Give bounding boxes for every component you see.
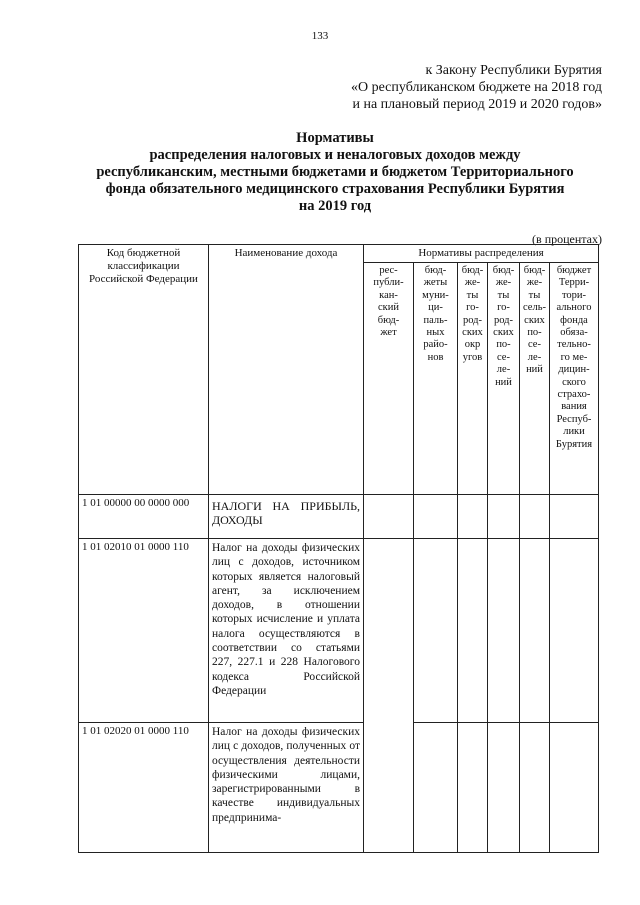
page-number: 133 (311, 30, 329, 42)
subheader-cell (550, 263, 599, 495)
table-row (79, 495, 599, 539)
row-code: 1 01 02010 01 0000 110 (79, 539, 209, 723)
norm-cell (414, 723, 458, 853)
header-name: Наименование дохода (209, 245, 364, 495)
title-line: распределения налоговых и неналоговых доходов между (149, 147, 521, 163)
unit-note: (в процентах) (532, 232, 602, 246)
norms-table (78, 244, 599, 853)
law-reference-line: к Закону Республики Бурятия (425, 63, 602, 78)
norm-cell (414, 495, 458, 539)
norm-cell (520, 539, 550, 723)
header-row (79, 245, 599, 263)
header-code: Код бюджетной классификации Российской Федерации (79, 245, 209, 495)
subheader-rural-settlements: бюд- же- ты сель- ских по- се- ле- ний (523, 265, 546, 376)
title-line: Нормативы (296, 130, 374, 146)
norm-cell (414, 539, 458, 723)
subheader-republican: рес- публи- кан- ский бюд- жет (373, 265, 404, 339)
norm-cell (488, 495, 520, 539)
norm-cell (458, 723, 488, 853)
table-row (79, 723, 599, 853)
subheader-health-insurance-fund: бюджет Терри- тори- ального фонда обяза- тельно- го ме- дицин- ского страхо- вания Респуб- лики Бурятия (555, 265, 593, 450)
law-reference (351, 62, 602, 113)
norm-cell (364, 539, 414, 853)
row-code: 1 01 00000 00 0000 000 (79, 495, 209, 539)
header-norms-group: Нормативы распределения (364, 245, 599, 263)
title-line: республиканским, местными бюджетами и бюджетом Территориального (96, 164, 574, 180)
norm-cell (364, 495, 414, 539)
norm-cell (458, 539, 488, 723)
row-name: Налог на доходы физических лиц с доходов, источником которых является налоговый агент, за исключением доходов, в отношении которых исчисление и уплата налога осуществляются в соответствии со статьями 227, 227.1 и 228 Налогового кодекса Российской Федерации (209, 539, 364, 723)
norm-cell (458, 495, 488, 539)
subheader-cell (364, 263, 414, 495)
norm-cell (488, 539, 520, 723)
subheader-city-districts: бюд- же- ты го- род- ских окр угов (461, 265, 484, 363)
document-title (60, 130, 610, 215)
subheader-cell (458, 263, 488, 495)
norm-cell (550, 495, 599, 539)
norm-cell (550, 723, 599, 853)
table-row (79, 539, 599, 723)
law-reference-line: «О республиканском бюджете на 2018 год (351, 80, 602, 95)
row-code: 1 01 02020 01 0000 110 (79, 723, 209, 853)
row-name: Налог на доходы физических лиц с доходов, полученных от осуществления деятельности физическими лицами, зарегистрированными в качестве индивидуальных предпринима- (209, 723, 364, 853)
subheader-cell (488, 263, 520, 495)
title-line: фонда обязательного медицинского страхования Республики Бурятия (105, 181, 565, 197)
row-name: НАЛОГИ НА ПРИБЫЛЬ, ДОХОДЫ (209, 495, 364, 539)
norm-cell (520, 723, 550, 853)
subheader-cell (414, 263, 458, 495)
norm-cell (520, 495, 550, 539)
norm-cell (550, 539, 599, 723)
subheader-cell (520, 263, 550, 495)
norm-cell (488, 723, 520, 853)
title-line: на 2019 год (298, 198, 372, 214)
subheader-municipal-districts: бюд- жеты муни- ци- паль- ных райо- нов (422, 265, 449, 363)
law-reference-line: и на плановый период 2019 и 2020 годов» (352, 97, 602, 112)
subheader-city-settlements: бюд- же- ты го- род- ских по- се- ле- ний (492, 265, 515, 388)
